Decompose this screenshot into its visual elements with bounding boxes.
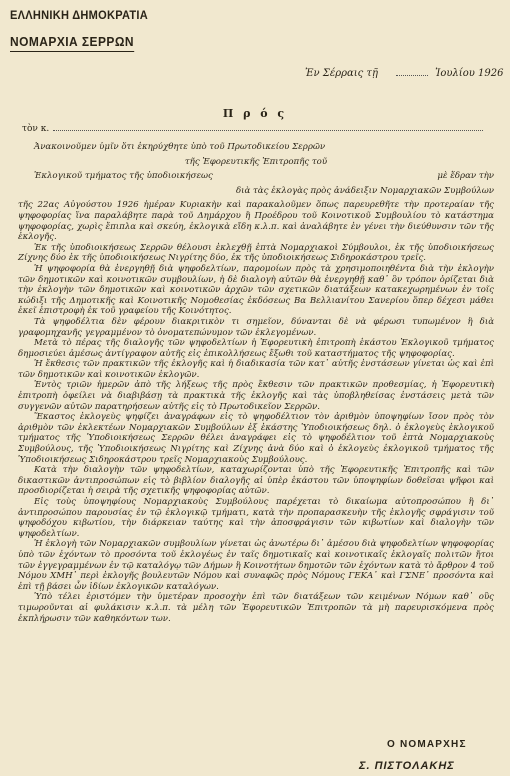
signature-title: Ο ΝΟΜΑΡΧΗΣ	[387, 739, 467, 750]
paragraph: Τὰ ψηφοδέλτια δὲν φέρουν διακριτικὸν τι σημεῖον, δύνανται δὲ νὰ φέρωσι τυπωμένον ἢ διὰ γραφομηχανῆς γεγραμμένον τὸ ὀνοματεπώνυμον τῶν ἐκλεγομένων.	[18, 316, 494, 338]
paragraph	[18, 171, 494, 182]
dateline-place: Ἐν Σέρραις τῇ	[305, 68, 378, 79]
paragraph: Εἰς τοὺς ὑποψηφίους Νομαρχιακοὺς Συμβούλους παρέχεται τὸ δικαίωμα αὐτοπροσώπου ἢ δι᾽ ἀντιπροσώπου παρουσίας ἐν τῷ ἐκλογικῷ τμήματι, κατὰ τὴν προπαρασκευὴν τῆς ἐκλογῆς σφράγισιν τοῦ ψηφοδόχου κιβωτίου, τὴν διάρκειαν ταύτης καὶ τὴν ἀποσφράγισιν τῶν κιβωτίων καὶ διαλογὴν τῶν ψηφοδελτίων.	[18, 497, 494, 539]
paragraph: Ἡ ἐκλογὴ τῶν Νομαρχιακῶν συμβουλίων γίνεται ὡς ἀνωτέρω δι᾽ ἀμέσου διὰ ψηφοδελτίων ψηφοφορίας ὑπὸ τῶν ἐχόντων τὸ προσόντα τοῦ ἐκλογέως ἐν ταῖς δημοτικαῖς καὶ κοινοτικαῖς ἐκλογαῖς πολιτῶν ἤτοι τῶν ἐγγεγραμμένων ἐν τῷ καταλόγῳ τῶν Δήμων ἢ Κοινοτήτων δημοτῶν τῶν ἐχόντων κατὰ τὸ ἄρθρον 4 τοῦ Νόμου ΧΜΗ᾽ περὶ ἐκλογῆς βουλευτῶν Νόμου καὶ συναφῶς πρὸς Νόμους ΓΕΚΑ᾽ καὶ ΓΣΝΕ᾽ προσόντα καὶ ἐπὶ τῇ βάσει ὧν ἰδίων ἐκλογικῶν καταλόγων.	[18, 539, 494, 592]
paragraph: Ἡ ἔκθεσις τῶν πρακτικῶν τῆς ἐκλογῆς καὶ ἡ διαδικασία τῶν κατ᾽ αὐτῆς ἐνστάσεων γίνεται ὡς καὶ ἐπὶ τῶν δημοτικῶν καὶ κοινοτικῶν ἐκλογῶν.	[18, 359, 494, 380]
letter-body	[18, 142, 494, 624]
paragraph: τῆς 22ας Αὐγούστου 1926 ἡμέραν Κυριακὴν καὶ παρακαλοῦμεν ὅπως παρευρεθῆτε τὴν προτεραίαν τῆς ψηφοφορίας ἵνα παραλάβητε παρὰ τοῦ Δημάρχου ἢ Προέδρου τοῦ Κοινοτικοῦ Συμβουλίου τὸ κατάστημα ψηφοφορίας, χωρὶς ἔπιπλα καὶ σκεύη, ἐκλογικὰ εἴδη κ.λ.π. καὶ ἀναλάβητε ἐν γένει τὴν διεύθυνσιν τῶν τῆς ἐκλογῆς.	[18, 200, 494, 243]
paragraph: Ἐντὸς τριῶν ἡμερῶν ἀπὸ τῆς λήξεως τῆς πρὸς ἔκθεσιν τῶν πρακτικῶν προθεσμίας, ἡ Ἐφορευτικὴ ἐπιτροπὴ ὀφείλει νὰ διαβιβάσῃ τὰ πρακτικὰ τῆς ἐκλογῆς καὶ τὰς ὑποβληθείσας ἐνστάσεις μετὰ τῶν συγγενῶν αὐτῶν παρατηρήσεων αὐτῆς εἰς τὸ Πρωτοδικεῖον Σερρῶν.	[18, 380, 494, 412]
date-blank	[396, 75, 428, 76]
paragraph: Ἀνακοινοῦμεν ὑμῖν ὅτι ἐκηρύχθητε ὑπὸ τοῦ Πρωτοδικείου Σερρῶν	[34, 142, 326, 152]
paragraph-right: μὲ ἕδραν τὴν	[437, 171, 494, 182]
paragraph: Ἕκαστος ἐκλογεὺς ψηφίζει ἀναγράφων εἰς τὸ ψηφοδέλτιον τὸν ἀριθμὸν ὑποψηφίων ἴσον πρὸς τὸν ἀριθμὸν τῶν ἐκλεκτέων Νομαρχιακῶν Συμβούλων ἐξ ἑκάστης Ὑποδιοικήσεως δηλ. ὁ ἐκλογεὺς ἐκλογικοῦ τμήματος τῆς Ὑποδιοικήσεως Σερρῶν θέλει ἀναγράφει εἰς τὸ ψηφοδέλτιον τοῦ ἑπτὰ Νομαρχιακοὺς Συμβούλους, τῆς Ὑποδιοικήσεως Νιγρίτης καὶ Ζίχνης ἀνὰ δύο καὶ ὁ ἐκλογεὺς ἐκλογικοῦ τμήματος τῆς Ὑποδιοικήσεως Σιδηροκάστρου τρεῖς Νομαρχιακοὺς Συμβούλους.	[18, 412, 494, 465]
addressee-line: τὸν κ.	[22, 124, 483, 134]
paragraph: Ἐκ τῆς ὑποδιοικήσεως Σερρῶν θέλουσι ἐκλεχθῇ ἑπτὰ Νομαρχιακοὶ Σύμβουλοι, ἐκ τῆς ὑποδιοικήσεως Ζίχνης δύο ἐκ τῆς ὑποδιοικήσεως Νιγρίτης δύο, ἐκ τῆς ὑποδιοικήσεως Σιδηροκάστρου τρεῖς.	[18, 242, 494, 264]
paragraph: Ὑπὸ τέλει ἐριστόμεν τὴν ὑμετέραν προσοχὴν ἐπὶ τῶν διατάξεων τῶν κειμένων Νόμων καθ᾽ οὓς τιμωροῦνται αἱ φυλάκισιν κ.λ.π. τὰ μέλη τῶν Ἐφορευτικῶν Ἐπιτροπῶν τὰ μὴ παρευρισκόμενα πρὸς ἐκπλήρωσιν τῶν καθηκόντων των.	[18, 592, 494, 624]
paragraph: διὰ τὰς ἐκλογὰς πρὸς ἀνάδειξιν Νομαρχιακῶν Συμβούλων	[235, 185, 494, 196]
signature-name: Σ. ΠΙΣΤΟΛΑΚΗΣ	[359, 760, 455, 772]
paragraph: τῆς Ἐφορευτικῆς Ἐπιτροπῆς τοῦ	[184, 156, 328, 167]
paragraph: Κατὰ τὴν διαλογὴν τῶν ψηφοδελτίων, καταχωρίζονται ὑπὸ τῆς Ἐφορευτικῆς Ἐπιτροπῆς καὶ τῶν δικαστικῶν ἀντιπροσώπων εἰς τὸ βιβλίον διαλογῆς αἱ ὑπὲρ ἑκάστου τῶν ὑποψηφίων δοθεῖσαι ψῆφοι καὶ προσδιορίζεται ἡ σειρὰ τῆς σχετικῆς ψηφοφορίας αὐτῶν.	[18, 465, 494, 497]
header-prefecture: ΝΟΜΑΡΧΙΑ ΣΕΡΡΩΝ	[10, 34, 135, 49]
dateline-date: Ἰουλίου 1926	[435, 68, 504, 79]
dateline	[305, 68, 503, 79]
header-republic: ΕΛΛΗΝΙΚΗ ΔΗΜΟΚΡΑΤΙΑ	[10, 8, 148, 22]
paragraph: Ἡ ψηφοφορία θὰ ἐνεργηθῇ διὰ ψηφοδελτίων, παρομοίων πρὸς τὰ χρησιμοποιηθέντα διὰ τὴν ἐκλογὴν τῶν δημοτικῶν καὶ κοινοτικῶν συμβουλίων, ἡ δὲ διαλογὴ αὐτῶν θὰ ἐνεργηθῇ καθ᾽ ὃν τρόπον ὁρίζεται διὰ τὴν ἐκλογὴν τῶν δημοτικῶν καὶ κοινοτικῶν ἀρχῶν τῶν σχετικῶν διατάξεων κατακεχωρημένων ἐν τοῖς κώδιξι τῆς Δημοτικῆς καὶ Κοινοτικῆς Νομοθεσίας ἐκδόσεως Βα Βελλιανίτου Σανερίου ὅπερ δέχεσι μάθει ἐκεῖ ἐπιστροφὴ ἐκ τοῦ γραφείου τῆς Κοινότητος.	[18, 263, 494, 317]
addressee-heading: Π ρ ό ς	[222, 107, 288, 120]
paragraph-left: Ἐκλογικοῦ τμήματος τῆς ὑποδιοικήσεως	[34, 171, 213, 182]
paragraph: Μετὰ τὸ πέρας τῆς διαλογῆς τῶν ψηφοδελτίων ἡ Ἐφορευτικὴ ἐπιτροπὴ ἑκάστου Ἐκλογικοῦ τμήματος δημοσιεύει ἀμέσως ἀντίγραφον αὐτῆς εἰς ἐπικολλήσεως ἔξωθι τοῦ καταστήματος τῆς ψηφοφορίας.	[18, 338, 494, 359]
